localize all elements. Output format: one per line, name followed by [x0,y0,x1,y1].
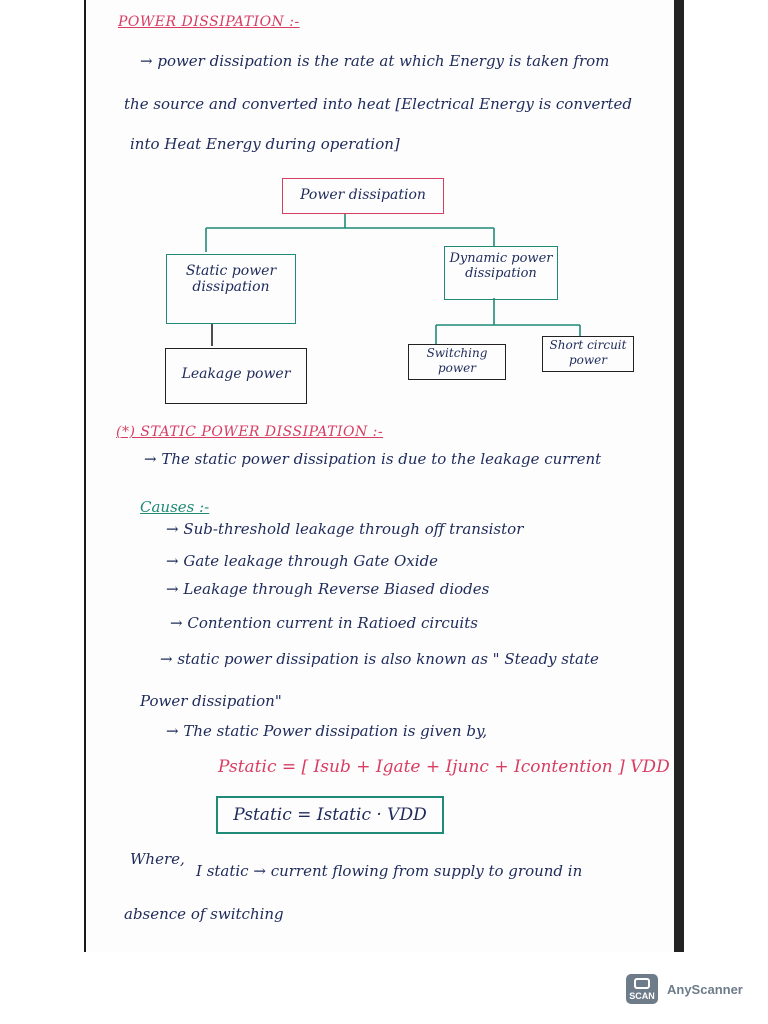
camera-icon [634,978,650,989]
static-description: → The static power dissipation is due to the leakage current [144,450,602,468]
intro-line-2: the source and converted into heat [Electrical Energy is converted [124,95,633,113]
static-node-label: Static power dissipation [185,263,277,295]
leakage-node [165,348,307,404]
cause-item: → Contention current in Ratioed circuits [170,614,478,632]
switching-node-label: Switching power [426,346,488,375]
short-circuit-node [542,336,634,372]
cause-item: → Leakage through Reverse Biased diodes [166,580,490,598]
formula-full: Pstatic = [ Isub + Igate + Ijunc + Icontention ] VDD [218,757,670,777]
where-line-2: absence of switching [124,905,284,923]
intro-line-1: → power dissipation is the rate at which Energy is taken from [140,52,610,70]
brand-name: AnyScanner [667,982,743,997]
root-node [282,178,444,214]
root-node-label: Power dissipation [300,187,426,203]
also-known-line-1: → static power dissipation is also known as " Steady state [160,650,599,668]
switching-node [408,344,506,380]
cause-item: → Sub-threshold leakage through off transistor [166,520,524,538]
page-title: POWER DISSIPATION :- [118,14,300,30]
intro-line-3: into Heat Energy during operation] [130,135,400,153]
dynamic-node-label: Dynamic power dissipation [449,251,553,281]
static-node [166,254,296,324]
also-known-line-2: Power dissipation" [140,692,282,710]
given-by-line: → The static Power dissipation is given by, [166,722,488,740]
formula-boxed: Pstatic = Istatic · VDD [233,805,427,825]
formula-box [216,796,444,834]
logo-scan-text: SCAN [629,991,655,1001]
dynamic-node [444,246,558,300]
leakage-node-label: Leakage power [181,366,291,382]
static-heading: (*) STATIC POWER DISSIPATION :- [116,424,384,440]
causes-label: Causes :- [140,498,210,516]
where-label: Where, [130,850,185,868]
where-line-1: I static → current flowing from supply to ground in [196,862,583,880]
short-circuit-node-label: Short circuit power [549,338,627,367]
cause-item: → Gate leakage through Gate Oxide [166,552,439,570]
anyscanner-logo-icon [626,974,658,1004]
